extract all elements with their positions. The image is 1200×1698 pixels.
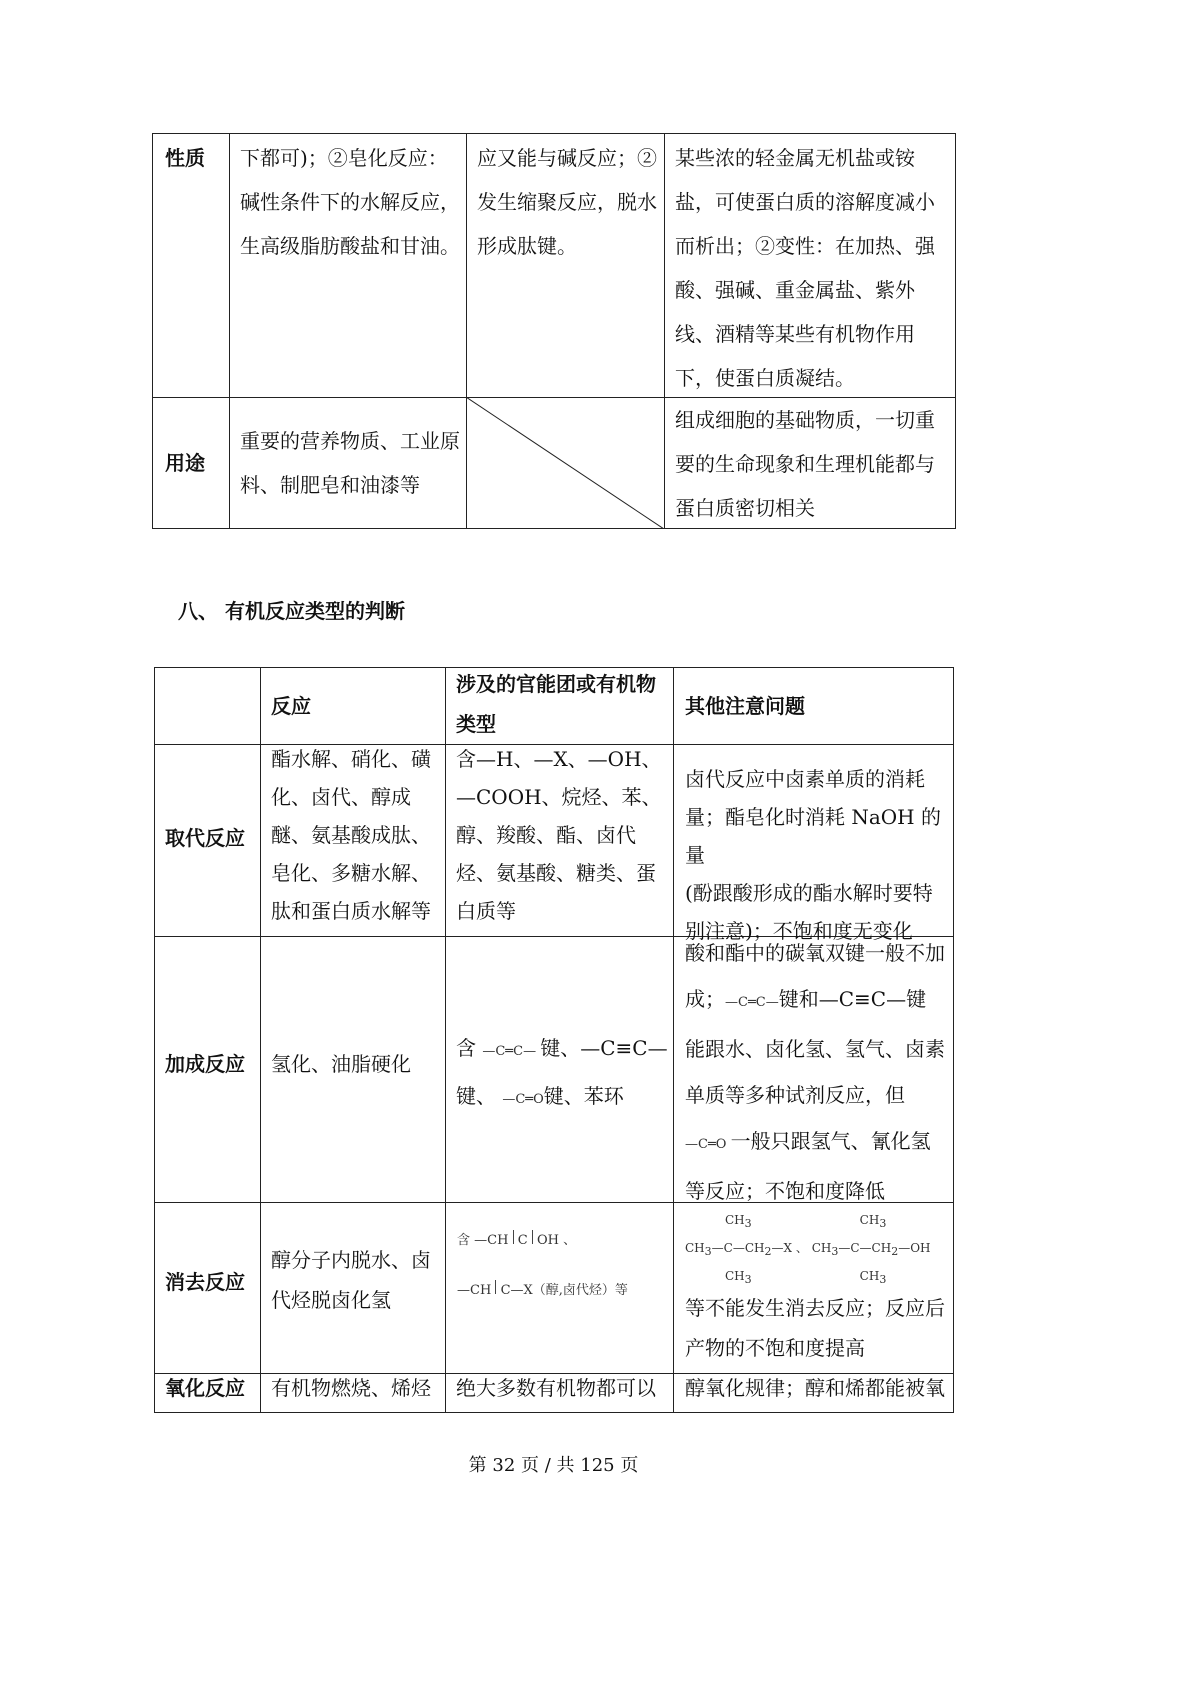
- row-header-property: 性质: [165, 146, 205, 170]
- addition-groups: 含 —C═C— 键、—C≡C— 键、 —C═O键、苯环: [456, 1036, 668, 1108]
- page-footer: 第 32 页 / 共 125 页: [468, 1455, 639, 1476]
- addition-reactions: 氢化、油脂硬化: [271, 1052, 411, 1076]
- substitution-notes: 卤代反应中卤素单质的消耗 量；酯皂化时消耗 NaOH 的量 (酚跟酸形成的酯水解时要特 别注意)；不饱和度无变化: [685, 767, 941, 943]
- substitution-reactions: 酯水解、硝化、磺 化、卤代、醇成 醚、氨基酸成肽、 皂化、多糖水解、 肽和蛋白质水解等: [271, 747, 431, 923]
- elimination-structures: CH3 CH3 CH3—C—CH2—X 、 CH3—C—CH2—OH CH3 CH3: [685, 1213, 931, 1286]
- row-substitution: 取代反应: [165, 826, 245, 850]
- elimination-notes: 等不能发生消去反应；反应后 产物的不饱和度提高: [685, 1296, 945, 1360]
- carbon-double-bond-icon: —C═C—: [482, 1044, 541, 1059]
- protein-table: [152, 133, 956, 529]
- use-col2: 重要的营养物质、工业原 料、制肥皂和油漆等: [240, 429, 460, 497]
- elimination-formula: 含 —CH C OH 、 —CH C—X（醇,卤代烃）等: [457, 1228, 628, 1304]
- row-header-use: 用途: [165, 451, 205, 475]
- row-elimination: 消去反应: [165, 1270, 245, 1294]
- property-col3: 应又能与碱反应；② 发生缩聚反应，脱水 形成肽键。: [477, 146, 657, 258]
- oxidation-reactions: 有机物燃烧、烯烃: [271, 1376, 431, 1400]
- oxidation-notes: 醇氧化规律；醇和烯都能被氧: [685, 1376, 945, 1400]
- property-col4: 某些浓的轻金属无机盐或铵 盐，可使蛋白质的溶解度减小 而析出；②变性：在加热、强 酸、强碱、重金属盐、紫外 线、酒精等某些有机物作用 下，使蛋白质凝结。: [675, 146, 935, 390]
- section-title: 八、 有机反应类型的判断: [178, 599, 405, 623]
- use-col4: 组成细胞的基础物质，一切重 要的生命现象和生理机能都与 蛋白质密切相关: [675, 408, 935, 520]
- oxidation-groups: 绝大多数有机物都可以: [456, 1376, 656, 1400]
- elimination-reactions: 醇分子内脱水、卤 代烃脱卤化氢: [271, 1248, 431, 1312]
- header-groups: 涉及的官能团或有机物 类型: [456, 672, 656, 736]
- property-col2: 下都可)；②皂化反应： 碱性条件下的水解反应， 生高级脂肪酸盐和甘油。: [240, 146, 460, 258]
- row-oxidation: 氧化反应: [165, 1376, 245, 1400]
- header-notes: 其他注意问题: [685, 694, 805, 718]
- addition-notes: 酸和酯中的碳氧双键一般不加 成；—C═C—键和—C≡C—键 能跟水、卤化氢、氢气、卤素 单质等多种试剂反应，但 —C═O 一般只跟氢气、氰化氢 等反应；不饱和度降低: [685, 941, 945, 1203]
- carbon-double-bond-icon: —C═C—: [725, 995, 779, 1010]
- carbonyl-group-icon: —C═O: [502, 1092, 544, 1107]
- reaction-type-table: [154, 667, 954, 1413]
- empty-cell-diagonal: [466, 397, 664, 529]
- row-addition: 加成反应: [165, 1052, 245, 1076]
- substitution-groups: 含—H、—X、—OH、 —COOH、烷烃、苯、 醇、羧酸、酯、卤代 烃、氨基酸、糖类、蛋 白质等: [456, 747, 662, 923]
- header-reaction: 反应: [271, 694, 311, 718]
- carbonyl-group-icon: —C═O: [685, 1137, 731, 1152]
